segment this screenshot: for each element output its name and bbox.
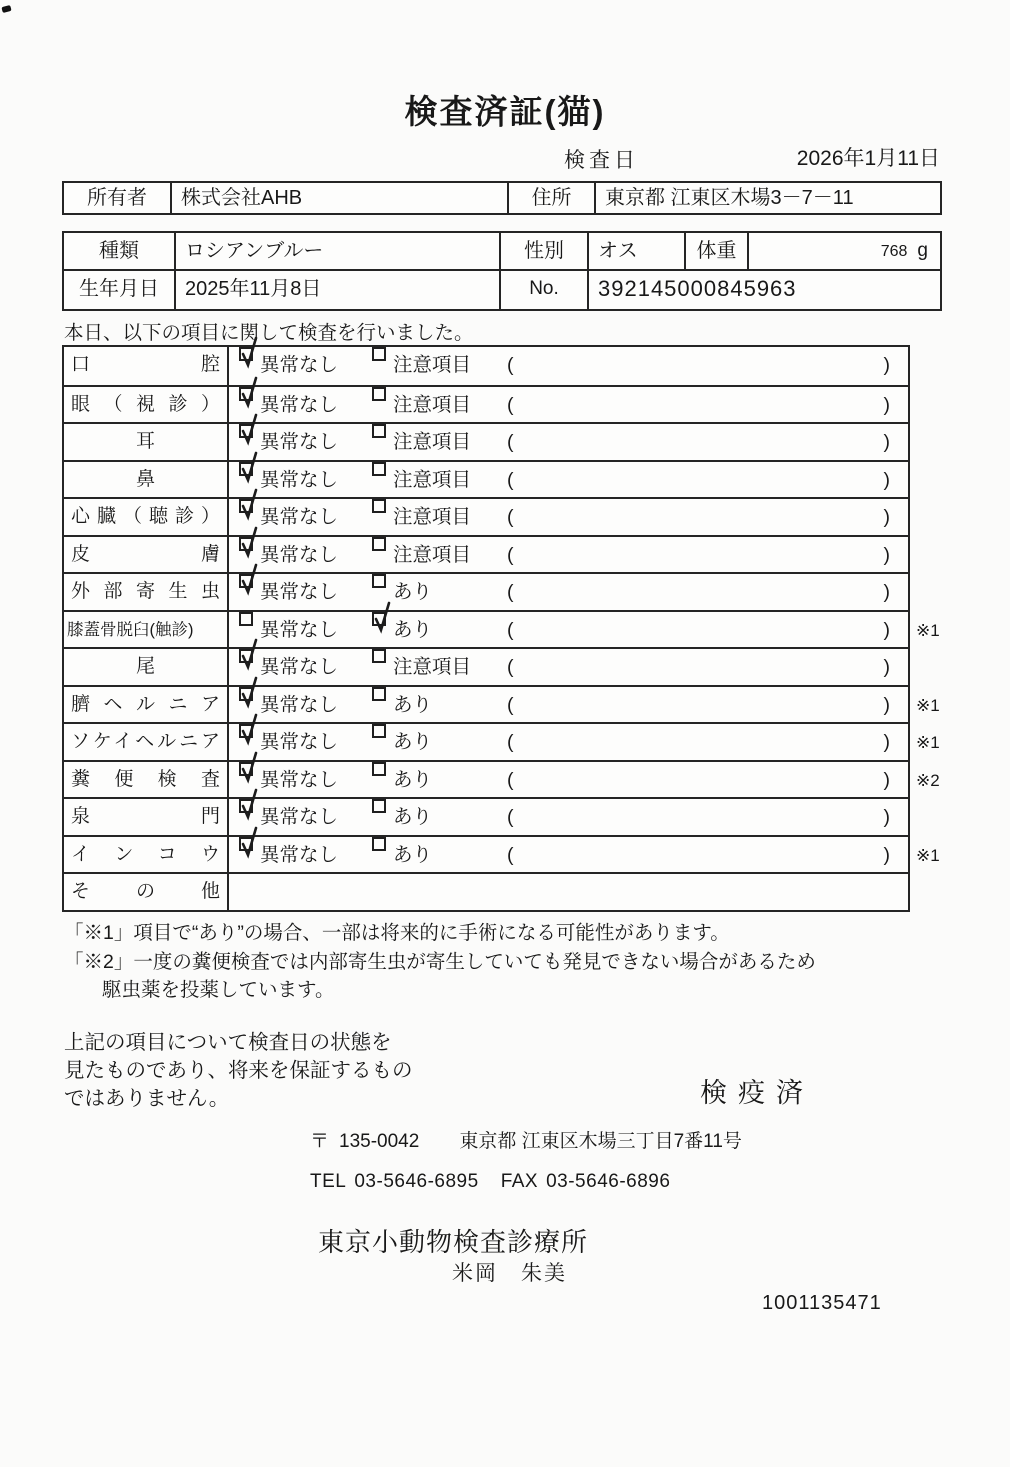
microchip-no-value: 392145000845963	[587, 271, 940, 309]
checklist-row-content	[229, 387, 908, 423]
clinic-postal-line	[310, 1126, 742, 1153]
document-number: 1001135471	[762, 1292, 882, 1314]
checkbox-no-abnormality	[239, 687, 253, 701]
checklist-row	[64, 535, 908, 573]
option-flagged-label: あり	[393, 581, 433, 603]
checklist-row-content	[229, 537, 908, 573]
footnote-line: 駆虫薬を投薬しています。	[102, 979, 335, 1001]
disclaimer-line: ではありません。	[64, 1087, 230, 1110]
footnote-line: 「※1」項目で“あり”の場合、一部は将来的に手術になる可能性があります。	[64, 922, 730, 944]
option-flagged-label: あり	[393, 843, 433, 866]
tel-label: TEL	[310, 1171, 347, 1192]
fax-number: 03-5646-6896	[546, 1171, 671, 1192]
option-flagged-label: 注意項目	[393, 354, 472, 376]
dob-value: 2025年11月8日	[174, 271, 499, 309]
checklist-row	[64, 385, 908, 423]
clinic-name: 東京小動物検査診療所	[318, 1227, 589, 1257]
checklist-row	[64, 722, 940, 760]
option-no-abnormality-label: 異常なし	[260, 768, 339, 791]
scan-artifact	[1, 5, 11, 13]
owner-label: 所有者	[87, 187, 147, 209]
checkbox-flagged	[372, 347, 386, 361]
remarks-paren-open: (	[507, 768, 514, 791]
checklist-row-content	[229, 762, 908, 798]
checklist-row-content	[229, 799, 908, 835]
dob-label: 生年月日	[79, 278, 159, 300]
checkbox-flagged	[372, 612, 386, 626]
option-flagged-label: 注意項目	[393, 393, 472, 416]
remarks-paren-open: (	[507, 431, 514, 453]
remarks-paren-close: )	[883, 656, 890, 678]
checklist-item-label: 鼻	[64, 462, 229, 498]
reference-note: ※1	[916, 733, 940, 752]
option-no-abnormality-label: 異常なし	[260, 618, 339, 641]
disclaimer-line: 見たものであり、将来を保証するもの	[64, 1059, 413, 1082]
option-no-abnormality-label: 異常なし	[260, 693, 339, 716]
reference-note: ※1	[916, 695, 940, 715]
checklist-row-content	[229, 574, 908, 610]
checkbox-flagged	[372, 649, 386, 663]
remarks-paren-close: )	[883, 468, 890, 491]
checklist-row-content	[229, 462, 908, 498]
page-title: 検査済証(猫)	[404, 93, 606, 130]
option-flagged-label: あり	[393, 768, 433, 791]
checklist-item-label: 眼（視診）	[64, 387, 229, 423]
option-flagged-label: 注意項目	[393, 543, 472, 566]
sex-label: 性別	[499, 233, 587, 269]
quarantine-stamp: 検疫済	[700, 1078, 814, 1108]
option-flagged-label: 注意項目	[393, 468, 472, 491]
checklist-intro: 本日、以下の項目に関して検査を行いました。	[64, 322, 474, 344]
reference-note: ※1	[916, 845, 940, 865]
reference-note: ※2	[916, 770, 940, 790]
checkbox-no-abnormality	[239, 612, 253, 626]
checkbox-no-abnormality	[239, 387, 253, 401]
checkbox-no-abnormality	[239, 574, 253, 588]
checklist-row	[64, 610, 940, 648]
checklist-item-label: 耳	[64, 424, 229, 460]
checkbox-flagged	[372, 799, 386, 813]
option-no-abnormality-label: 異常なし	[260, 581, 339, 603]
checklist-row	[64, 872, 908, 910]
option-flagged-label: 注意項目	[393, 431, 472, 453]
clinic-tel-line	[310, 1171, 670, 1193]
checklist-row-content	[229, 424, 908, 460]
disclaimer-line: 上記の項目について検査日の状態を	[64, 1031, 392, 1054]
checklist-row-content	[229, 612, 908, 648]
remarks-paren-close: )	[883, 543, 890, 566]
remarks-paren-open: (	[507, 393, 514, 416]
checklist-row	[64, 347, 908, 385]
option-no-abnormality-label: 異常なし	[260, 843, 339, 866]
checklist-item-label: 口腔	[64, 347, 229, 385]
checklist-item-label: 糞便検査	[64, 762, 229, 798]
remarks-paren-open: (	[507, 806, 514, 828]
option-flagged-label: あり	[393, 731, 433, 753]
remarks-paren-open: (	[507, 843, 514, 866]
exam-date-label: 検査日	[564, 149, 639, 172]
checklist-row-content	[229, 347, 908, 385]
checklist-item-label: 外部寄生虫	[64, 574, 229, 610]
checklist-item-label: 皮膚	[64, 537, 229, 573]
option-no-abnormality-label: 異常なし	[260, 468, 339, 491]
fax-label: FAX	[500, 1171, 539, 1192]
postal-code: 135-0042	[339, 1131, 420, 1152]
checklist-item-label: 膝蓋骨脱臼(触診)	[64, 612, 229, 648]
checkbox-flagged	[372, 574, 386, 588]
checkbox-flagged	[372, 462, 386, 476]
remarks-paren-close: )	[883, 354, 890, 376]
weight-value	[747, 233, 940, 269]
checkbox-no-abnormality	[239, 347, 253, 361]
remarks-paren-close: )	[883, 618, 890, 641]
checklist-row-content	[229, 874, 908, 910]
checkbox-no-abnormality	[239, 537, 253, 551]
owner-table	[62, 181, 942, 215]
checklist-item-label: ソケイヘルニア	[64, 724, 229, 760]
checklist-row	[64, 760, 940, 798]
remarks-paren-close: )	[883, 393, 890, 416]
owner-address-label: 住所	[507, 183, 594, 213]
checklist-item-label: 尾	[64, 649, 229, 685]
checklist-item-label: 心臓（聴診）	[64, 499, 229, 535]
pet-table	[62, 231, 942, 311]
checklist-row	[64, 835, 940, 873]
remarks-paren-open: (	[507, 354, 514, 376]
checkbox-no-abnormality	[239, 424, 253, 438]
postal-mark: 〒	[310, 1131, 330, 1152]
checkbox-flagged	[372, 762, 386, 776]
remarks-paren-open: (	[507, 468, 514, 491]
checkbox-flagged	[372, 837, 386, 851]
remarks-paren-close: )	[883, 731, 890, 753]
weight-label: 体重	[684, 233, 747, 269]
sex-value: オス	[587, 233, 684, 269]
disclaimer-text	[64, 1029, 413, 1113]
checklist-row-content	[229, 687, 908, 723]
checkbox-flagged	[372, 537, 386, 551]
checkbox-no-abnormality	[239, 837, 253, 851]
veterinarian-name: 米岡 朱美	[452, 1262, 567, 1285]
checklist-item-label: インコウ	[64, 837, 229, 873]
checklist-row	[64, 572, 908, 610]
remarks-paren-close: )	[883, 843, 890, 866]
checkbox-no-abnormality	[239, 649, 253, 663]
remarks-paren-open: (	[507, 506, 514, 528]
remarks-paren-open: (	[507, 543, 514, 566]
option-flagged-label: あり	[393, 693, 433, 716]
option-no-abnormality-label: 異常なし	[260, 731, 339, 753]
checklist-row	[64, 647, 908, 685]
checklist-row-content	[229, 499, 908, 535]
remarks-paren-open: (	[507, 693, 514, 716]
checkbox-no-abnormality	[239, 724, 253, 738]
breed-label: 種類	[99, 240, 139, 262]
weight-unit: g	[917, 240, 928, 261]
remarks-paren-open: (	[507, 731, 514, 753]
checkbox-no-abnormality	[239, 799, 253, 813]
breed-value: ロシアンブルー	[174, 233, 499, 269]
microchip-no-label: No.	[499, 271, 587, 309]
checklist-item-label: その他	[64, 874, 229, 910]
remarks-paren-open: (	[507, 618, 514, 641]
option-no-abnormality-label: 異常なし	[260, 431, 339, 453]
remarks-paren-open: (	[507, 581, 514, 603]
checklist-item-label: 泉門	[64, 799, 229, 835]
option-flagged-label: あり	[393, 806, 433, 828]
exam-date-value: 2026年1月11日	[796, 147, 940, 170]
checklist-row	[64, 797, 908, 835]
footnotes	[64, 919, 816, 1005]
checkbox-no-abnormality	[239, 499, 253, 513]
option-flagged-label: 注意項目	[393, 506, 472, 528]
checkbox-no-abnormality	[239, 762, 253, 776]
checkbox-flagged	[372, 424, 386, 438]
remarks-paren-close: )	[883, 806, 890, 828]
checklist-table	[62, 345, 940, 912]
remarks-paren-close: )	[883, 693, 890, 716]
checklist-row-content	[229, 837, 908, 873]
option-no-abnormality-label: 異常なし	[260, 543, 339, 566]
checkbox-flagged	[372, 499, 386, 513]
owner-name: 株式会社AHB	[170, 183, 507, 213]
checklist-row	[64, 685, 940, 723]
remarks-paren-close: )	[883, 431, 890, 453]
checkbox-flagged	[372, 724, 386, 738]
option-flagged-label: 注意項目	[393, 656, 472, 678]
remarks-paren-close: )	[883, 581, 890, 603]
checklist-row	[64, 497, 908, 535]
tel-number: 03-5646-6895	[354, 1171, 479, 1192]
checklist-row-content	[229, 649, 908, 685]
checklist-item-label: 臍ヘルニア	[64, 687, 229, 723]
checkbox-flagged	[372, 387, 386, 401]
option-no-abnormality-label: 異常なし	[260, 354, 339, 376]
owner-address: 東京都 江東区木場3－7－11	[594, 183, 940, 213]
option-no-abnormality-label: 異常なし	[260, 656, 339, 678]
remarks-paren-open: (	[507, 656, 514, 678]
checkbox-flagged	[372, 687, 386, 701]
option-no-abnormality-label: 異常なし	[260, 806, 339, 828]
checklist-row	[64, 460, 908, 498]
checklist-row-content	[229, 724, 908, 760]
remarks-paren-close: )	[883, 768, 890, 791]
remarks-paren-close: )	[883, 506, 890, 528]
checklist-row	[64, 422, 908, 460]
option-no-abnormality-label: 異常なし	[260, 506, 339, 528]
footnote-line: 「※2」一度の糞便検査では内部寄生虫が寄生していても発見できない場合があるため	[64, 950, 816, 973]
option-no-abnormality-label: 異常なし	[260, 393, 339, 416]
weight-number: 768	[880, 243, 908, 260]
option-flagged-label: あり	[393, 618, 433, 641]
reference-note: ※1	[916, 620, 940, 640]
clinic-address: 東京都 江東区木場三丁目7番11号	[459, 1131, 742, 1152]
checkbox-no-abnormality	[239, 462, 253, 476]
